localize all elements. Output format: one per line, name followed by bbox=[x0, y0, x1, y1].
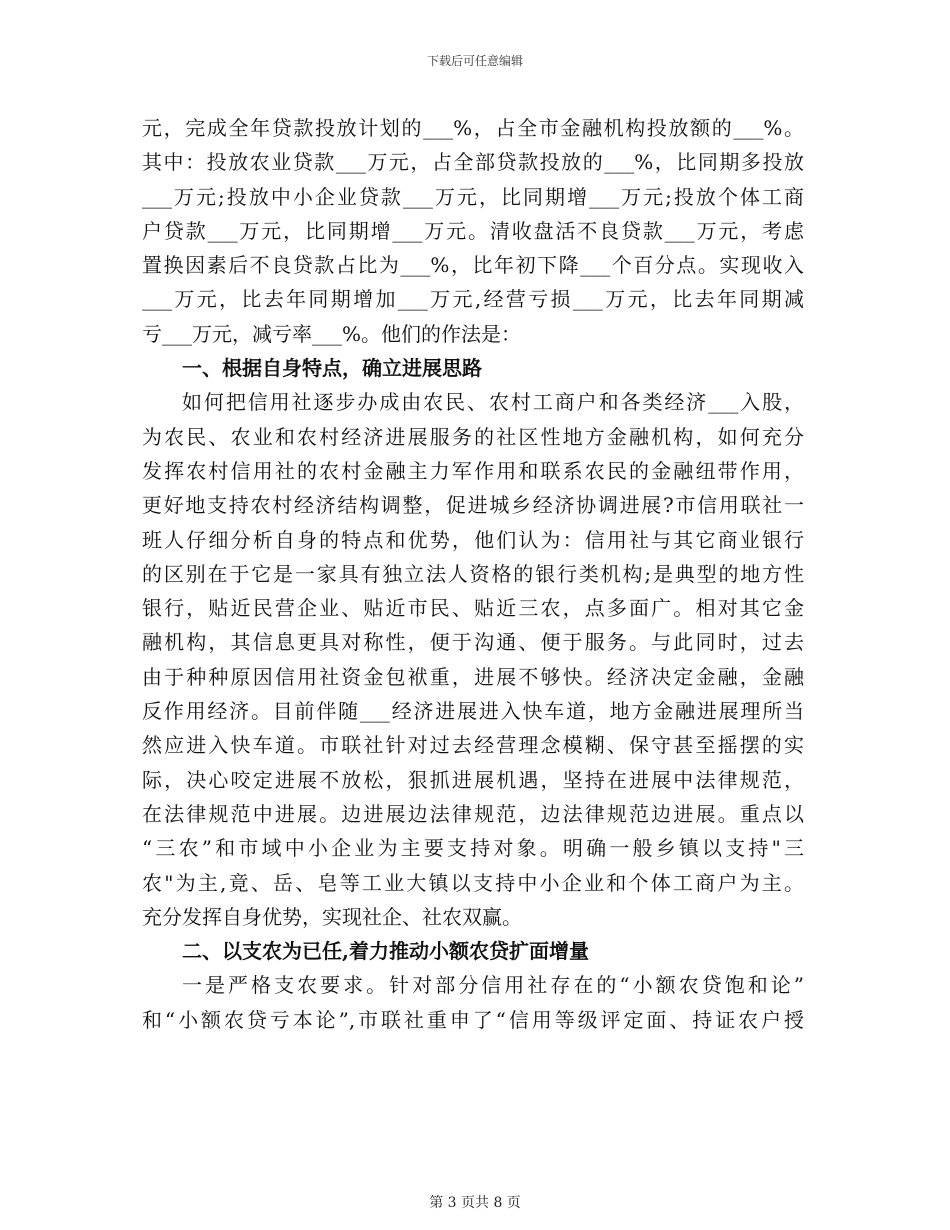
paragraph-line: 元，完成全年贷款投放计划的___%，占全市金融机构投放额的___%。 bbox=[142, 116, 804, 140]
paragraph-line: 如何把信用社逐步办成由农民、农村工商户和各类经济___入股， bbox=[182, 390, 804, 415]
paragraph-line: ___万元，比去年同期增加___万元,经营亏损___万元，比去年同期减 bbox=[142, 287, 804, 312]
paragraph-line: 为农民、农业和农村经济进展服务的社区性地方金融机构，如何充分 bbox=[142, 424, 804, 449]
paragraph-line: 班人仔细分析自身的特点和优势，他们认为：信用社与其它商业银行 bbox=[142, 527, 804, 552]
paragraph-line: 置换因素后不良贷款占比为___%，比年初下降___个百分点。实现收入 bbox=[142, 253, 804, 278]
page-footer: 第 3 页共 8 页 bbox=[429, 1195, 521, 1211]
paragraph-line: 发挥农村信用社的农村金融主力军作用和联系农民的金融纽带作用， bbox=[142, 458, 804, 483]
paragraph-line: “三农”和市域中小企业为主要支持对象。明确一般乡镇以支持"三 bbox=[142, 836, 804, 861]
paragraph-line: 反作用经济。目前伴随___经济进展进入快车道，地方金融进展理所当 bbox=[142, 699, 804, 724]
page-header: 下载后可任意编辑 bbox=[426, 54, 523, 68]
paragraph-line: 其中：投放农业贷款___万元，占全部贷款投放的___%，比同期多投放 bbox=[142, 150, 804, 175]
paragraph-line: 和“小额农贷亏本论”,市联社重申了“信用等级评定面、持证农户授 bbox=[142, 1007, 804, 1032]
paragraph-line: 由于种种原因信用社资金包袱重，进展不够快。经济决定金融，金融 bbox=[142, 664, 804, 689]
paragraph-line: 一是严格支农要求。针对部分信用社存在的“小额农贷饱和论” bbox=[182, 973, 804, 998]
paragraph-line: 银行，贴近民营企业、贴近市民、贴近三农，点多面广。相对其它金 bbox=[142, 596, 804, 621]
paragraph-line: 更好地支持农村经济结构调整，促进城乡经济协调进展?市信用联社一 bbox=[142, 493, 804, 518]
paragraph-line: 户贷款___万元，比同期增___万元。清收盘活不良贷款___万元，考虑 bbox=[142, 218, 804, 243]
document-body bbox=[142, 111, 804, 1037]
paragraph-line: 的区别在于它是一家具有独立法人资格的银行类机构;是典型的地方性 bbox=[142, 561, 804, 586]
paragraph-line: 在法律规范中进展。边进展边法律规范，边法律规范边进展。重点以 bbox=[142, 801, 804, 826]
section-heading: 二、以支农为已任,着力推动小额农贷扩面增量 bbox=[182, 939, 589, 964]
paragraph-line: 充分发挥自身优势，实现社企、社农双赢。 bbox=[142, 904, 522, 929]
paragraph-line: 农"为主,竟、岳、皂等工业大镇以支持中小企业和个体工商户为主。 bbox=[142, 870, 804, 895]
paragraph-line: 融机构，其信息更具对称性，便于沟通、便于服务。与此同时，过去 bbox=[142, 630, 804, 655]
paragraph-line: 亏___万元，减亏率___%。他们的作法是： bbox=[142, 321, 522, 346]
section-heading: 一、根据自身特点，确立进展思路 bbox=[182, 356, 482, 381]
paragraph-line: 际，决心咬定进展不放松，狠抓进展机遇，坚持在进展中法律规范， bbox=[142, 767, 804, 792]
paragraph-line: ___万元;投放中小企业贷款___万元，比同期增___万元;投放个体工商 bbox=[142, 184, 804, 209]
paragraph-line: 然应进入快车道。市联社针对过去经营理念模糊、保守甚至摇摆的实 bbox=[142, 733, 804, 758]
